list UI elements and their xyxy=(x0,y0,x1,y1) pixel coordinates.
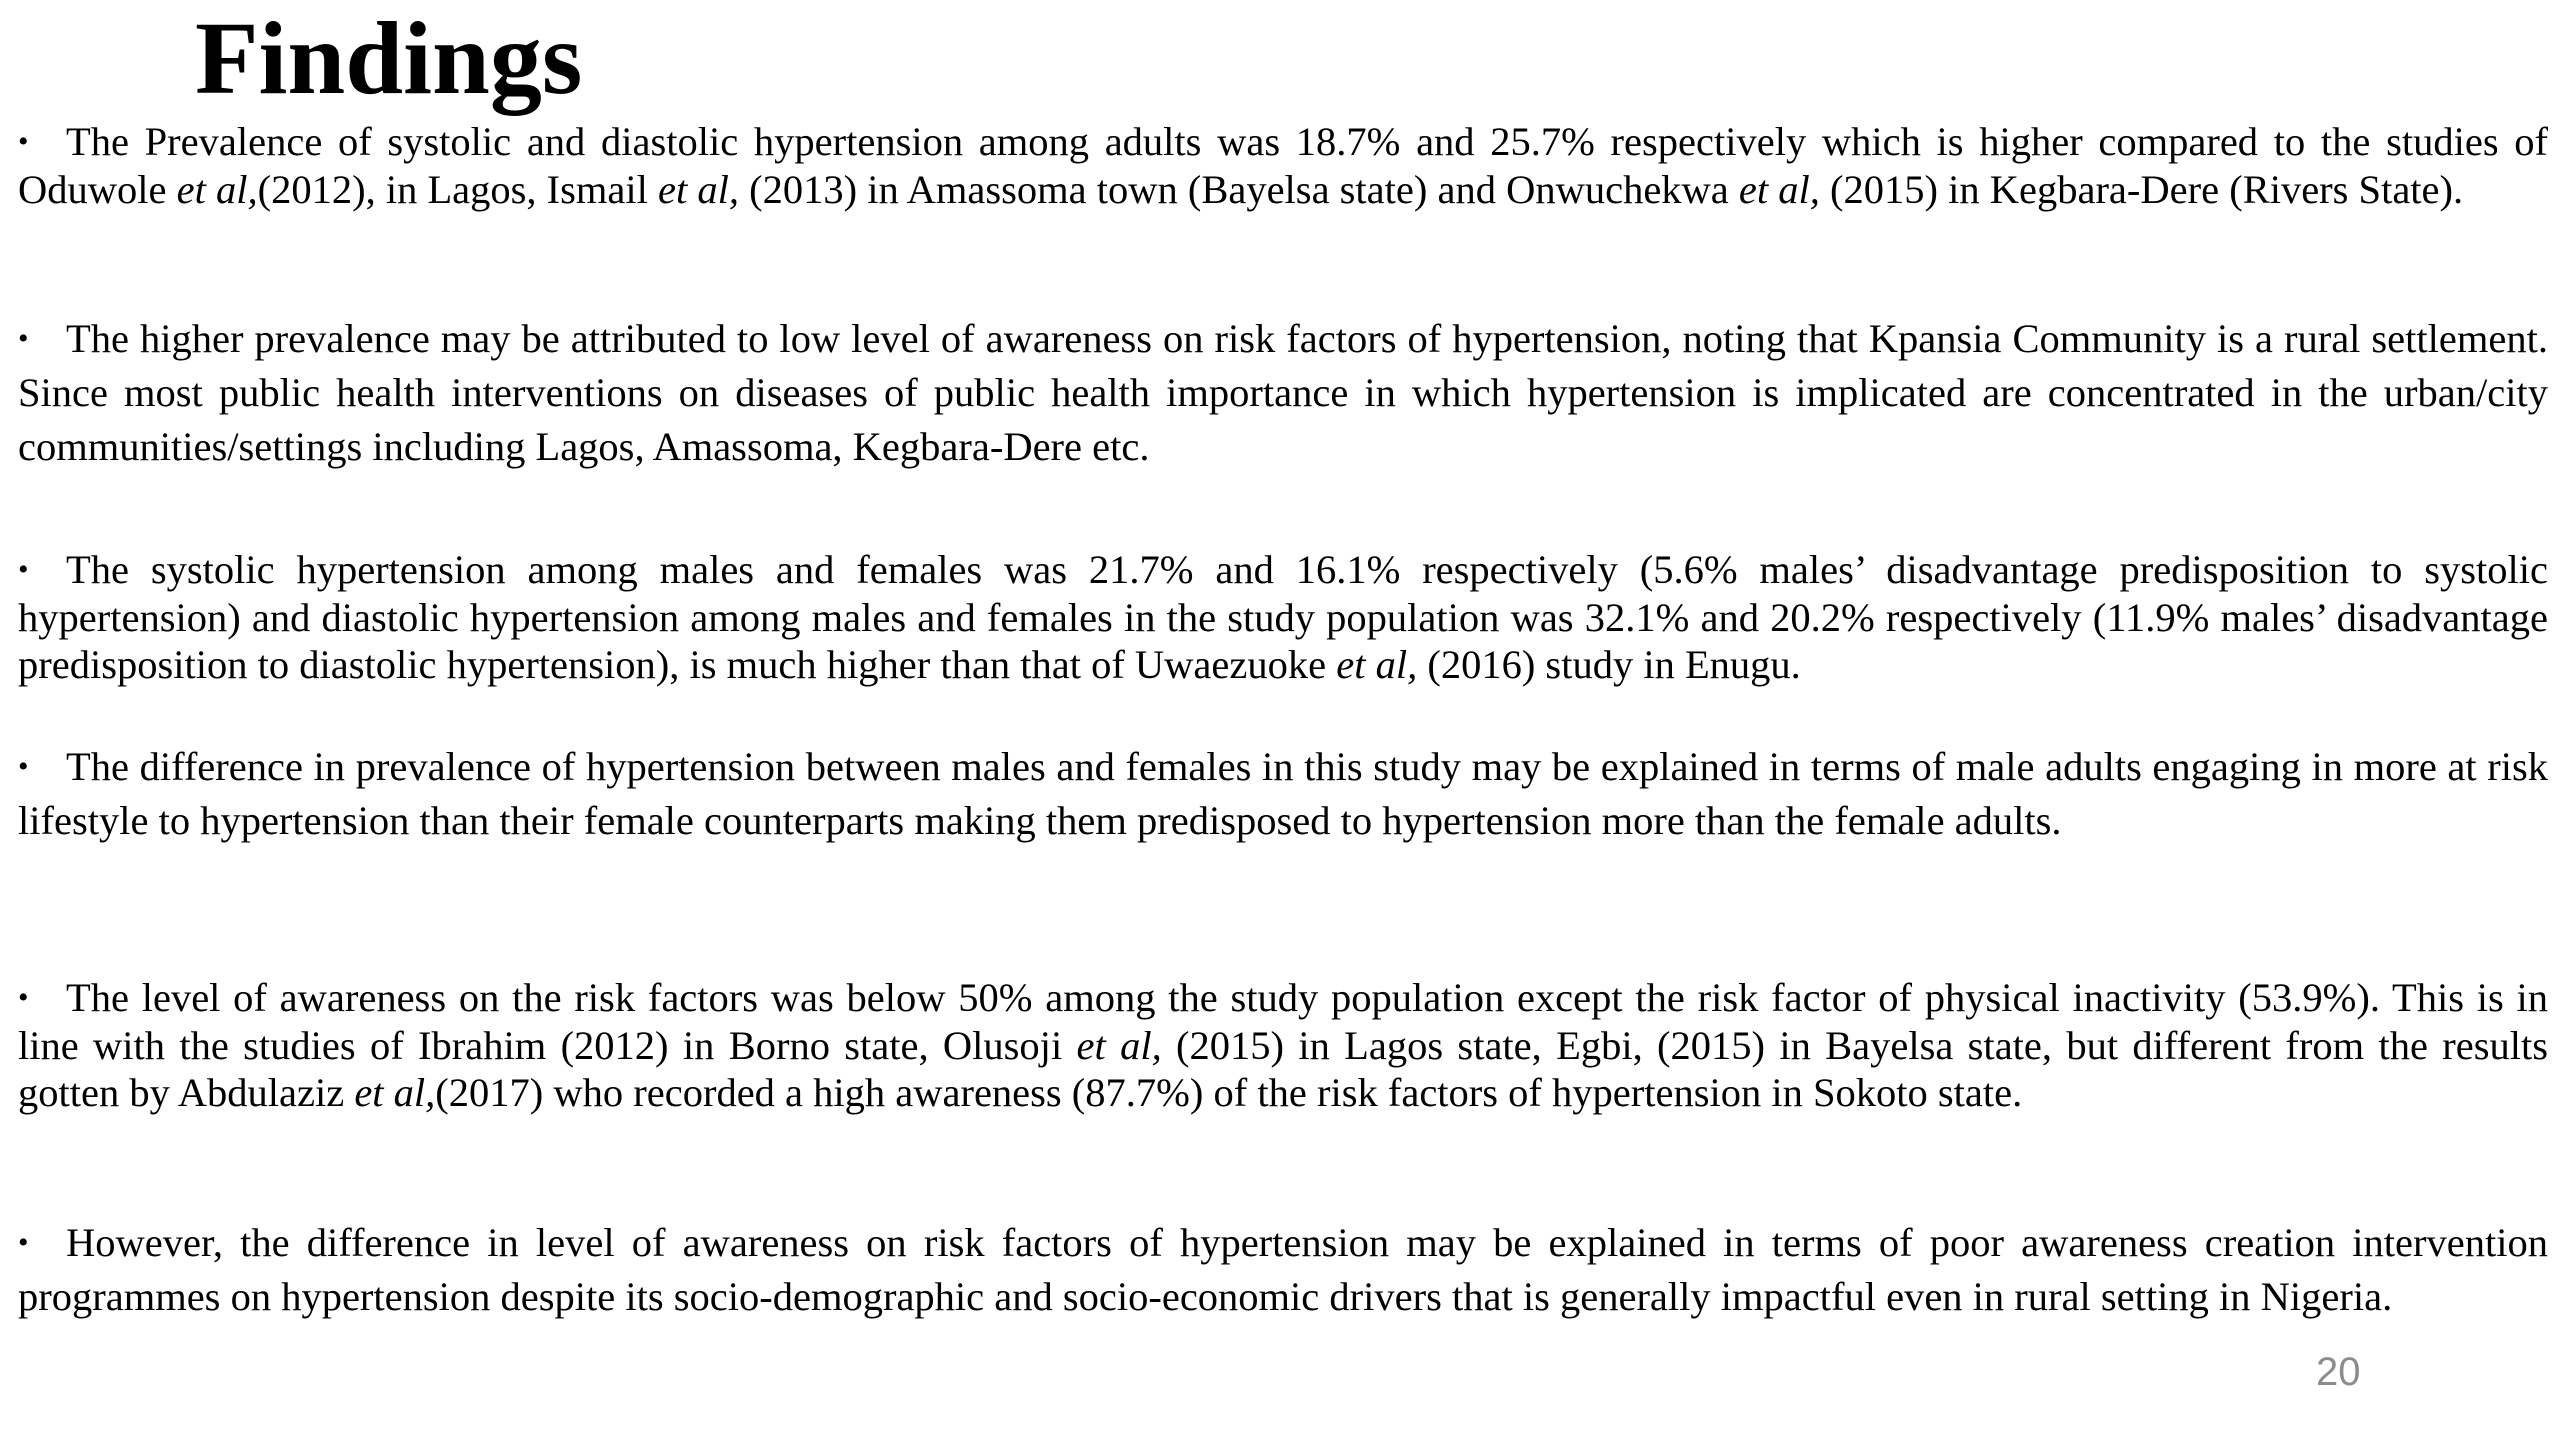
text-segment: (2016) study in Enugu. xyxy=(1417,642,1801,687)
text-segment: The level of awareness on the risk factors was below 50% among the study population except the risk factor of physical inactivity (53.9%). This is in line with the studies of Ibrahim (2012) in Borno state, Olusoji xyxy=(18,975,2548,1068)
citation-etal: et al, xyxy=(1076,1022,1162,1068)
slide-title: Findings xyxy=(195,1,583,116)
text-segment: The higher prevalence may be attributed to low level of awareness on risk factors of hypertension, noting that Kpansia Community is a rural settlement. Since most public health interventions on diseases of public health importance in which hypertension is implicated are concentrated in the urban/city communities/settings including Lagos, Amassoma, Kegbara-Dere etc. xyxy=(18,316,2548,469)
finding-paragraph-2 xyxy=(18,312,2548,474)
bullet-icon: • xyxy=(18,750,29,783)
text-segment: (2012), in Lagos, Ismail xyxy=(257,166,659,212)
text-segment: The difference in prevalence of hypertension between males and females in this study may be explained in terms of male adults engaging in more at risk lifestyle to hypertension than their female counterparts making them predisposed to hypertension more than the female adults. xyxy=(18,744,2548,843)
finding-paragraph-5 xyxy=(18,974,2548,1117)
text-segment: However, the difference in level of awareness on risk factors of hypertension may be explained in terms of poor awareness creation intervention programmes on hypertension despite its socio-demographic and socio-economic drivers that is generally impactful even in rural setting in Nigeria. xyxy=(18,1220,2548,1319)
finding-paragraph-3 xyxy=(18,546,2548,689)
citation-etal: et al, xyxy=(354,1070,436,1115)
text-segment: (2013) in Amassoma town (Bayelsa state) and Onwuchekwa xyxy=(739,166,1739,212)
page-number: 20 xyxy=(2316,1350,2361,1394)
text-segment: The Prevalence of systolic and diastolic hypertension among adults was 18.7% and 25.7% respectively which is higher compared to the studies of Oduwole xyxy=(18,119,2548,212)
citation-etal: et al, xyxy=(658,166,740,212)
text-segment: (2017) who recorded a high awareness (87.7%) of the risk factors of hypertension in Sokoto state. xyxy=(435,1070,2023,1115)
finding-paragraph-1 xyxy=(18,118,2548,213)
bullet-icon: • xyxy=(18,1226,29,1259)
text-segment: (2015) in Lagos state, Egbi, (2015) in Bayelsa state, but different from the results gotten by Abdulaziz xyxy=(18,1022,2548,1115)
text-segment: (2015) in Kegbara-Dere (Rivers State). xyxy=(1819,166,2464,212)
bullet-icon: • xyxy=(18,322,29,355)
bullet-icon: • xyxy=(18,981,29,1014)
finding-paragraph-6 xyxy=(18,1216,2548,1324)
citation-etal: et al, xyxy=(1738,166,1820,212)
bullet-icon: • xyxy=(18,553,29,586)
finding-paragraph-4 xyxy=(18,740,2548,848)
citation-etal: et al, xyxy=(1336,642,1418,687)
citation-etal: et al, xyxy=(176,166,258,212)
bullet-icon: • xyxy=(18,125,29,158)
text-segment: The systolic hypertension among males and females was 21.7% and 16.1% respectively (5.6% males’ disadvantage predisposition to systolic hypertension) and diastolic hypertension among males and females in the study population was 32.1% and 20.2% respectively (11.9% males’ disadvantage predisposition to diastolic hypertension), is much higher than that of Uwaezuoke xyxy=(18,547,2548,687)
